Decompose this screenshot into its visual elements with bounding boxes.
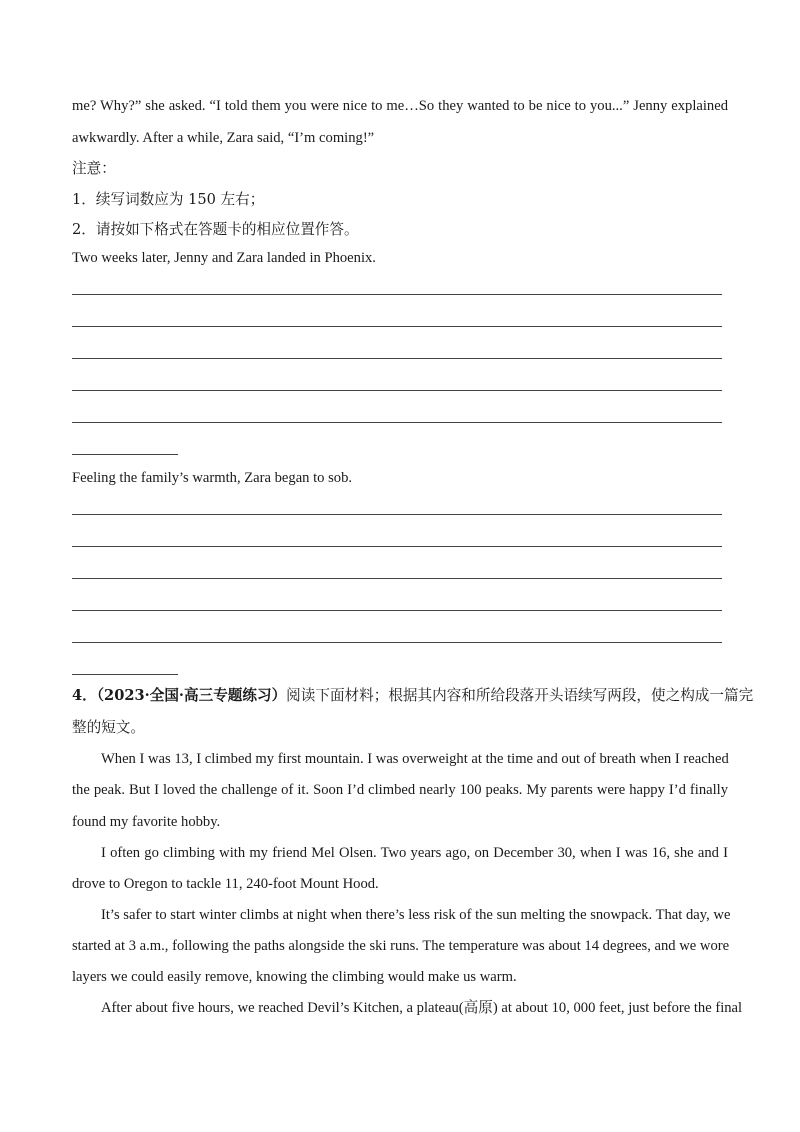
question-source: （2023·全国·高三专题练习）	[96, 687, 287, 704]
answer-line	[72, 326, 722, 327]
answer-line	[72, 294, 722, 295]
story-line: drove to Oregon to tackle 11, 240-foot Mount Hood.	[72, 876, 379, 892]
answer-line	[72, 642, 722, 643]
paragraph-opener: Two weeks later, Jenny and Zara landed in Phoenix.	[72, 250, 376, 266]
question-header	[72, 686, 754, 706]
question-number: 4．	[72, 687, 97, 704]
text-line: me? Why?” she asked. “I told them you were nice to me…So they wanted to be nice to you...” Jenny explained	[72, 98, 728, 114]
answer-line-short	[72, 674, 178, 675]
answer-line	[72, 610, 722, 611]
answer-line-short	[72, 454, 178, 455]
notes-item: 2．请按如下格式在答题卡的相应位置作答。	[72, 221, 359, 238]
story-line: When I was 13, I climbed my first mountain. I was overweight at the time and out of breath when I reached	[101, 751, 729, 767]
answer-line	[72, 578, 722, 579]
question-instruction: 阅读下面材料；根据其内容和所给段落开头语续写两段，使之构成一篇完	[286, 687, 754, 704]
answer-line	[72, 358, 722, 359]
answer-line	[72, 514, 722, 515]
notes-item: 1．续写词数应为 150 左右；	[72, 191, 265, 208]
story-line: After about five hours, we reached Devil’s Kitchen, a plateau(高原) at about 10, 000 feet, just before the final	[101, 1000, 743, 1016]
answer-line	[72, 390, 722, 391]
answer-line	[72, 546, 722, 547]
story-line: It’s safer to start winter climbs at night when there’s less risk of the sun melting the snowpack. That day, we	[101, 907, 731, 923]
answer-line	[72, 422, 722, 423]
story-line: found my favorite hobby.	[72, 814, 221, 830]
notes-heading: 注意：	[72, 160, 116, 177]
story-line: I often go climbing with my friend Mel Olsen. Two years ago, on December 30, when I was 16, she and I	[101, 845, 728, 861]
story-line: layers we could easily remove, knowing the climbing would make us warm.	[72, 969, 517, 985]
question-instruction: 整的短文。	[72, 719, 145, 736]
paragraph-opener: Feeling the family’s warmth, Zara began to sob.	[72, 470, 353, 486]
text-line: awkwardly. After a while, Zara said, “I’m coming!”	[72, 130, 375, 146]
story-line: started at 3 a.m., following the paths alongside the ski runs. The temperature was about 14 degrees, and we wore	[72, 938, 730, 954]
story-line: the peak. But I loved the challenge of it. Soon I’d climbed nearly 100 peaks. My parents were happy I’d finally	[72, 782, 728, 798]
